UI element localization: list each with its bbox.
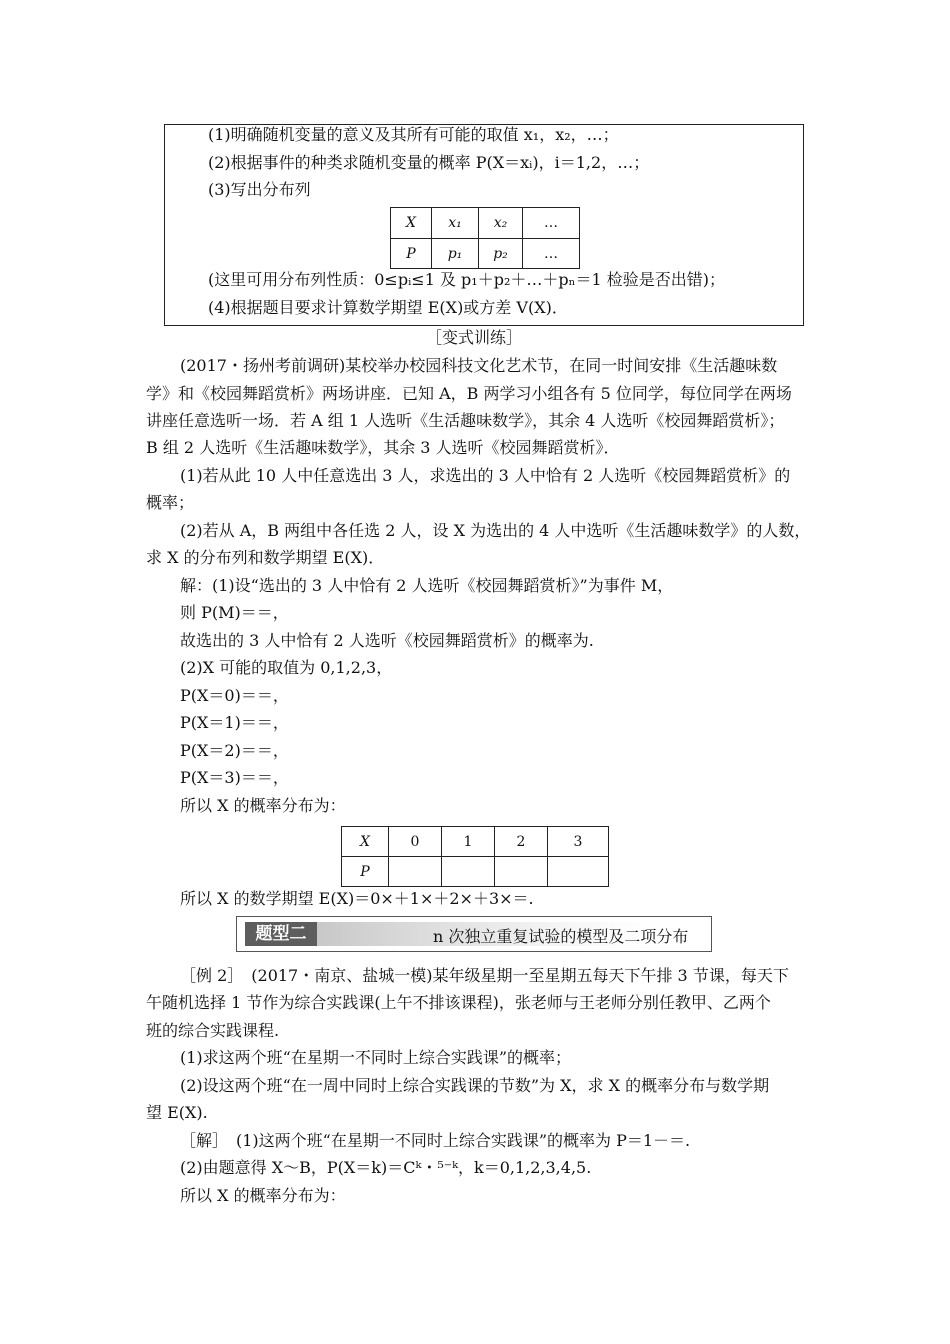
example-q1: (1)求这两个班“在星期一不同时上综合实践课”的概率； bbox=[180, 1048, 572, 1067]
practice-stem-line: 学》和《校园舞蹈赏析》两场讲座．已知 A，B 两学习小组各有 5 位同学，每位同学在两场 bbox=[146, 384, 792, 403]
table-cell: 3 bbox=[548, 827, 609, 857]
solution-line: 解：(1)设“选出的 3 人中恰有 2 人选听《校园舞蹈赏析》”为事件 M， bbox=[180, 576, 674, 595]
solution-line: P(X＝1)＝＝， bbox=[180, 713, 289, 732]
table-cell: X bbox=[391, 208, 432, 239]
example-q2-line: (2)设这两个班“在一周中同时上综合实践课的节数”为 X，求 X 的概率分布与数学期 bbox=[180, 1076, 770, 1095]
table-cell: P bbox=[391, 239, 432, 269]
practice-q1-line: (1)若从此 10 人中任意选出 3 人，求选出的 3 人中恰有 2 人选听《校园舞蹈赏析》的 bbox=[180, 466, 791, 485]
example-solution-line: 所以 X 的概率分布为： bbox=[180, 1186, 346, 1205]
solution-line: 故选出的 3 人中恰有 2 人选听《校园舞蹈赏析》的概率为. bbox=[180, 631, 594, 650]
section-banner bbox=[236, 916, 712, 952]
solution-line: P(X＝3)＝＝， bbox=[180, 768, 289, 787]
table-cell bbox=[389, 857, 442, 887]
practice-stem-line: (2017・扬州考前调研)某校举办校园科技文化艺术节，在同一时间安排《生活趣味数 bbox=[180, 356, 778, 375]
table-cell: 2 bbox=[495, 827, 548, 857]
example-solution-line: (2)由题意得 X～B，P(X＝k)＝Cᵏ・⁵⁻ᵏ，k＝0,1,2,3,4,5. bbox=[180, 1158, 592, 1177]
table-cell: 1 bbox=[442, 827, 495, 857]
method-step-4: (4)根据题目要求计算数学期望 E(X)或方差 V(X)． bbox=[208, 298, 568, 317]
table-cell: x₁ bbox=[432, 208, 479, 239]
practice-q2-line: 求 X 的分布列和数学期望 E(X)． bbox=[146, 548, 385, 567]
practice-heading: ［变式训练］ bbox=[426, 328, 523, 347]
solution-line: 所以 X 的概率分布为： bbox=[180, 796, 346, 815]
practice-q1-line: 概率； bbox=[146, 493, 195, 512]
table-cell: X bbox=[342, 827, 389, 857]
section-title: n 次独立重复试验的模型及二项分布 bbox=[433, 927, 689, 946]
table-cell: 0 bbox=[389, 827, 442, 857]
table-cell: p₂ bbox=[479, 239, 523, 269]
solution-line: 则 P(M)＝＝， bbox=[180, 603, 289, 622]
table-cell: p₁ bbox=[432, 239, 479, 269]
method-step-3: (3)写出分布列 bbox=[208, 180, 311, 199]
table-cell bbox=[442, 857, 495, 887]
table-cell bbox=[495, 857, 548, 887]
example-stem-line: 午随机选择 1 节作为综合实践课(上午不排该课程)，张老师与王老师分别任教甲、乙两个 bbox=[146, 993, 771, 1012]
solution-line: (2)X 可能的取值为 0,1,2,3， bbox=[180, 658, 393, 677]
example-solution-line: ［解］ (1)这两个班“在星期一不同时上综合实践课”的概率为 P＝1－＝. bbox=[180, 1131, 691, 1150]
practice-distribution-table bbox=[341, 826, 609, 887]
expectation-line: 所以 X 的数学期望 E(X)＝0×＋1×＋2×＋3×＝. bbox=[180, 889, 534, 908]
practice-stem-line: B 组 2 人选听《生活趣味数学》，其余 3 人选听《校园舞蹈赏析》． bbox=[146, 438, 620, 457]
example-stem-line: 班的综合实践课程. bbox=[146, 1021, 280, 1040]
table-cell: … bbox=[523, 208, 580, 239]
practice-q2-line: (2)若从 A，B 两组中各任选 2 人，设 X 为选出的 4 人中选听《生活趣味数学》的人数， bbox=[180, 521, 811, 540]
general-distribution-table bbox=[390, 207, 580, 269]
method-step-2: (2)根据事件的种类求随机变量的概率 P(X＝xᵢ)，i＝1,2，…； bbox=[208, 153, 650, 172]
solution-line: P(X＝0)＝＝， bbox=[180, 686, 289, 705]
section-tag: 题型二 bbox=[245, 922, 317, 946]
method-note: (这里可用分布列性质：0≤pᵢ≤1 及 p₁＋p₂＋…＋pₙ＝1 检验是否出错)； bbox=[208, 270, 726, 289]
practice-stem-line: 讲座任意选听一场．若 A 组 1 人选听《生活趣味数学》，其余 4 人选听《校园舞蹈赏析》； bbox=[146, 411, 785, 430]
table-cell: x₂ bbox=[479, 208, 523, 239]
method-step-1: (1)明确随机变量的意义及其所有可能的取值 x₁，x₂，…； bbox=[208, 125, 619, 144]
table-cell bbox=[548, 857, 609, 887]
example-stem-line: ［例 2］ (2017・南京、盐城一模)某年级星期一至星期五每天下午排 3 节课，每天下 bbox=[180, 966, 789, 985]
example-q2-line: 望 E(X). bbox=[146, 1103, 208, 1122]
solution-line: P(X＝2)＝＝， bbox=[180, 741, 289, 760]
table-cell: … bbox=[523, 239, 580, 269]
table-cell: P bbox=[342, 857, 389, 887]
